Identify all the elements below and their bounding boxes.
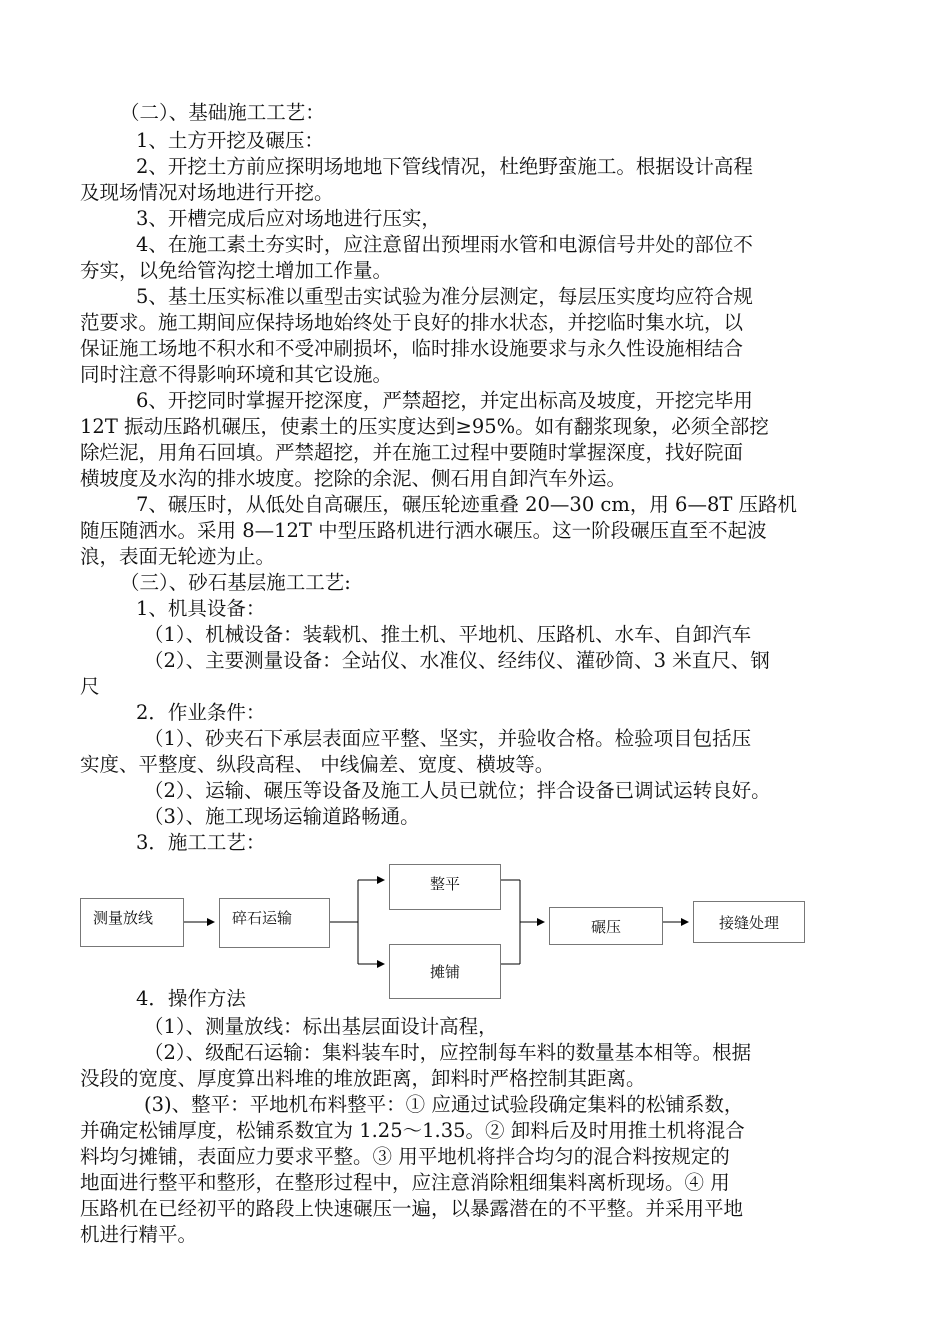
flow-box-transport (219, 898, 330, 948)
flow-box-spread (389, 944, 501, 999)
paragraph-line: （1）、测量放线：标出基层面设计高程， (144, 1015, 498, 1038)
paragraph-line: 机进行精平。 (80, 1223, 198, 1246)
subheading-method: 4．操作方法 (136, 987, 246, 1010)
paragraph-line: 夯实，以免给管沟挖土增加工作量。 (80, 259, 393, 282)
paragraph-line: 浪，表面无轮迹为止。 (80, 545, 276, 568)
paragraph-line: 实度、平整度、纵段高程、 中线偏差、宽度、横坡等。 (80, 753, 555, 776)
section-heading-2: （二）、基础施工工艺： (120, 101, 325, 124)
paragraph-line: 并确定松铺厚度，松铺系数宜为 1.25～1.35。② 卸料后及时用推土机将混合 (80, 1119, 745, 1142)
paragraph-line: 料均匀摊铺，表面应力要求平整。③ 用平地机将拌合均匀的混合料按规定的 (80, 1145, 730, 1168)
section-heading-3: （三）、砂石基层施工工艺: (120, 571, 351, 594)
paragraph-line: 横坡度及水沟的排水坡度。挖除的余泥、侧石用自卸汽车外运。 (80, 467, 627, 490)
flow-box-label: 摊铺 (429, 963, 460, 981)
paragraph-line: 3、开槽完成后应对场地进行压实， (136, 207, 441, 230)
flow-box-joint (693, 901, 805, 943)
paragraph-line: 2、开挖土方前应探明场地地下管线情况，杜绝野蛮施工。根据设计高程 (136, 155, 753, 178)
paragraph-line: 保证施工场地不积水和不受冲刷损坏，临时排水设施要求与永久性设施相结合 (80, 337, 744, 360)
paragraph-line: （2）、主要测量设备：全站仪、水准仪、经纬仪、灌砂筒、3 米直尺、钢 (144, 649, 770, 672)
paragraph-line: 地面进行整平和整形，在整形过程中，应注意消除粗细集料离析现场。④ 用 (80, 1171, 730, 1194)
paragraph-line: 随压随洒水。采用 8—12T 中型压路机进行洒水碾压。这一阶段碾压直至不起波 (80, 519, 767, 542)
paragraph-line: 7、碾压时，从低处自高碾压，碾压轮迹重叠 20—30 cm，用 6—8T 压路机 (136, 493, 798, 516)
flow-box-level (389, 864, 501, 910)
paragraph-line: 及现场情况对场地进行开挖。 (80, 181, 334, 204)
flow-box-compact (549, 907, 663, 945)
subheading-process: 3．施工工艺： (136, 831, 266, 854)
subheading-equipment: 1、机具设备： (136, 597, 266, 620)
flow-box-label: 碾压 (590, 917, 621, 936)
paragraph-line: (3)、整平：平地机布料整平：① 应通过试验段确定集料的松铺系数， (144, 1093, 744, 1116)
paragraph-line: （3）、施工现场运输道路畅通。 (144, 805, 420, 828)
paragraph-line: （1）、机械设备：装载机、推土机、平地机、压路机、水车、自卸汽车 (144, 623, 752, 646)
paragraph-line: （2）、级配石运输：集料装车时，应控制每车料的数量基本相等。根据 (144, 1041, 752, 1064)
flow-box-label: 整平 (429, 875, 460, 893)
flow-box-label: 碎石运输 (232, 909, 293, 927)
paragraph-line: （2）、运输、碾压等设备及施工人员已就位；拌合设备已调试运转良好。 (144, 779, 771, 802)
paragraph-line: 压路机在已经初平的路段上快速碾压一遍，以暴露潜在的不平整。并采用平地 (80, 1197, 744, 1220)
paragraph-line: 同时注意不得影响环境和其它设施。 (80, 363, 393, 386)
subheading-earthwork: 1、土方开挖及碾压： (136, 129, 324, 152)
paragraph-line: 除烂泥，用角石回填。严禁超挖，并在施工过程中要随时掌握深度，找好院面 (80, 441, 744, 464)
flow-box-label: 接缝处理 (718, 913, 779, 932)
paragraph-line: 4、在施工素土夯实时，应注意留出预埋雨水管和电源信号井处的部位不 (136, 233, 753, 256)
paragraph-line: 12T 振动压路机碾压，使素土的压实度达到≥95%。如有翻浆现象，必须全部挖 (80, 415, 769, 438)
paragraph-line: 没段的宽度、厚度算出料堆的堆放距离，卸料时严格控制其距离。 (80, 1067, 646, 1090)
paragraph-line: 5、基土压实标准以重型击实试验为准分层测定，每层压实度均应符合规 (136, 285, 753, 308)
subheading-conditions: 2．作业条件： (136, 701, 266, 724)
flow-box-label: 测量放线 (93, 909, 154, 927)
flow-box-survey (80, 898, 184, 947)
paragraph-line: 范要求。施工期间应保持场地始终处于良好的排水状态，并挖临时集水坑，以 (80, 311, 744, 334)
paragraph-line: （1）、砂夹石下承层表面应平整、坚实，并验收合格。检验项目包括压 (144, 727, 752, 750)
paragraph-line: 6、开挖同时掌握开挖深度，严禁超挖，并定出标高及坡度，开挖完毕用 (136, 389, 753, 412)
paragraph-line: 尺 (80, 675, 100, 698)
